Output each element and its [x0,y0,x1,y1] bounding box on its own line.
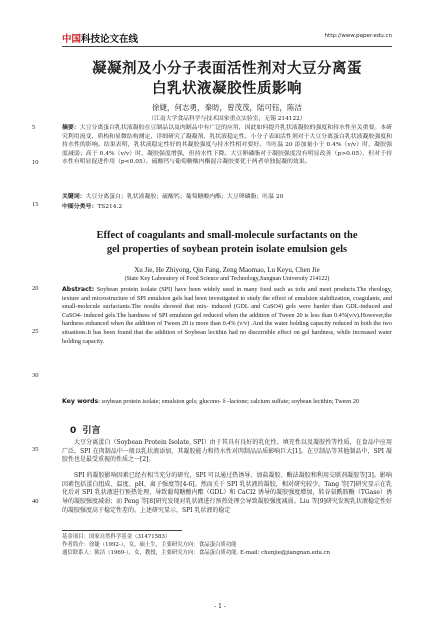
body-paragraph-2: SPI 的凝胶影响因素已经有相当充分的研究，SPI 可以通过热诱导、加盐凝胶、酶法凝胶和利用交联剂凝胶等[3]。影响因素包括蛋白组成、温度、pH、离子强度等[4-6]。然而关于 SPI 乳状液的凝胶，相对研究较少。Tang 等[7]研究显示在乳化后对 SPI 乳状液进行预热处理，导致葡萄糖酸内酯（GDL）和 CaCl2 诱导的凝胶强度增加，转谷氨酰胺酶（TGase）诱导的凝胶强度减弱；而 Peng 等[8]研究发现对乳状液进行预热处理会导致凝胶强度减弱。Liu 等[9]研究发现乳状液稳定性好的凝胶强度高于稳定性差的。上述研究显示，SPI 乳状液的稳定 [62,472,392,514]
classification-cn-text: TS214.2 [97,204,123,210]
line-number: 5 [32,124,36,131]
keywords-en-label: Key words [62,398,99,405]
page-number: - 1 - [214,603,226,610]
abstract-en [62,286,392,346]
section-number: 0 [70,426,77,436]
footnote-author: 作者简介：徐婕（1992-），女，硕士生，主要研究方向：食品蛋白质功能 [62,542,237,548]
header-rule [62,46,392,47]
line-number: 30 [32,372,39,379]
keywords-cn-text: 大豆分离蛋白；乳状液凝胶；硫酸钙；葡萄糖酸内酯；大豆卵磷脂；吐温 20 [85,194,284,200]
abstract-cn [62,124,392,167]
line-number: 10 [32,159,39,166]
affiliation-en: (State Key Laboratory of Food Science and Technology,Jiangnan University 214122) [124,276,330,282]
abstract-en-text: Soybean protein isolate (SPI) have been widely used in many food such as tofu and meet products.The rheology, texture and microstructure of SPI emulsion gels had been investigated to study the effect of emulsion stabilization, coagulants, and small-molecule surfactants.The results showed that mix- induced (GDL and CaSO4) gels were harder than GDL-induced and CaSO4- induced gels.The hardness of SPI emulsion gel reduced when the addition of Tween 20 is less than 0.4%(v/v).However,the hardness enhanced when the addition of Tween 20 is more than 0.4% (v/v) .And the water holding capacity reduced in both the two situations.It has been found that the addition of Soybean lecithin had no discernible effect on gel hardness, while increased water holding capacity. [62,286,392,345]
line-number: 15 [32,201,39,208]
line-number: 25 [32,328,39,335]
authors-en: Xu Jie, He Zhiyong, Qin Fang, Zeng Maomao, Lu Keyu, Chen Jie [134,266,320,274]
page-header [62,33,392,43]
keywords-en-text: : soybean protein isolate; emulsion gels; glucono- δ -lactone; calcium sulfate; soybean lecithin; Tween 20 [98,398,360,405]
title-en-line2: gel properties of soybean protein isolate emulsion gels [106,244,348,255]
title-cn-line1: 凝凝剂及小分子表面活性剂对大豆分离蛋 [92,61,362,77]
abstract-cn-label: 摘要： [62,125,80,131]
abstract-cn-text: 大豆分离蛋白乳状液凝胶在豆制品以及肉制品中有广泛的应用，因此如何提升乳状液凝胶的强度和持水性至关重要。本研究利用流变、质构和显微结构测定，详细研究了凝凝剂、乳状液稳定性、小分子表面活性剂对于大豆分离蛋白乳状液凝胶强度和持水性的影响。结果表明，乳状液稳定性好的其凝胶强度与持水性相对要好。当吐温 20 添加量小于 0.4%（v/v）时，凝胶强度减弱；高于 0.4%（v/v）时，凝胶强度增强，但持水性下降。大豆卵磷脂对于凝胶强度没有明显改善（p>0.05），但对于持水性有明显促进作用（p<0.05）。硫酸钙与葡萄糖酸内酯混合凝胶要优于两者单独促凝的效果。 [62,125,393,165]
line-number: 40 [32,498,39,505]
keywords-en [62,398,392,407]
keywords-cn-label: 关键词： [62,194,86,200]
abstract-en-label: Abstract: [62,286,95,293]
footnote-rule [62,530,182,531]
title-en-line1: Effect of coagulants and small-molecule surfactants on the [96,230,358,241]
section-heading [70,423,101,436]
classification-cn-label: 中图分类号： [62,204,98,210]
section-title: 引言 [82,426,101,436]
footnote-fund: 基金项目：国家自然科学基金（31471583） [62,534,171,540]
affiliation-cn: （江南大学食品科学与技术国家重点实验室，无锡 214122） [148,116,306,122]
footnote-contact: 通信联系人：陈洁（1969-），女，教授，主要研究方向：食品蛋白质功能. E-mail: chenjie@jiangnan.edu.cn [62,550,330,556]
authors-cn: 徐婕，何志勇，秦昉，曾茂茂，陆可钰，陈洁 [152,103,302,112]
classification-cn [62,203,392,212]
journal-logo: 中国科技论文在线 [62,34,139,45]
line-number: 20 [32,285,39,292]
header-url[interactable]: http://www.paper.edu.cn [324,33,392,39]
body-paragraph-1: 大豆分离蛋白（Soybean Protein Isolate, SPI）由于其具有良好的乳化性、填充性以及凝胶性等性质，在食品中应用广泛。SPI 在肉制品中一般以乳状液添加，其凝胶能力和持水性对肉制品品质影响巨大[1]。在豆制品等其他制品中，SPI 凝胶性也是最受重视的性质之一[2]。 [62,439,392,464]
title-cn-line2: 白乳状液凝胶性质影响 [152,81,302,97]
line-number: 35 [32,446,39,453]
keywords-cn [62,193,392,202]
